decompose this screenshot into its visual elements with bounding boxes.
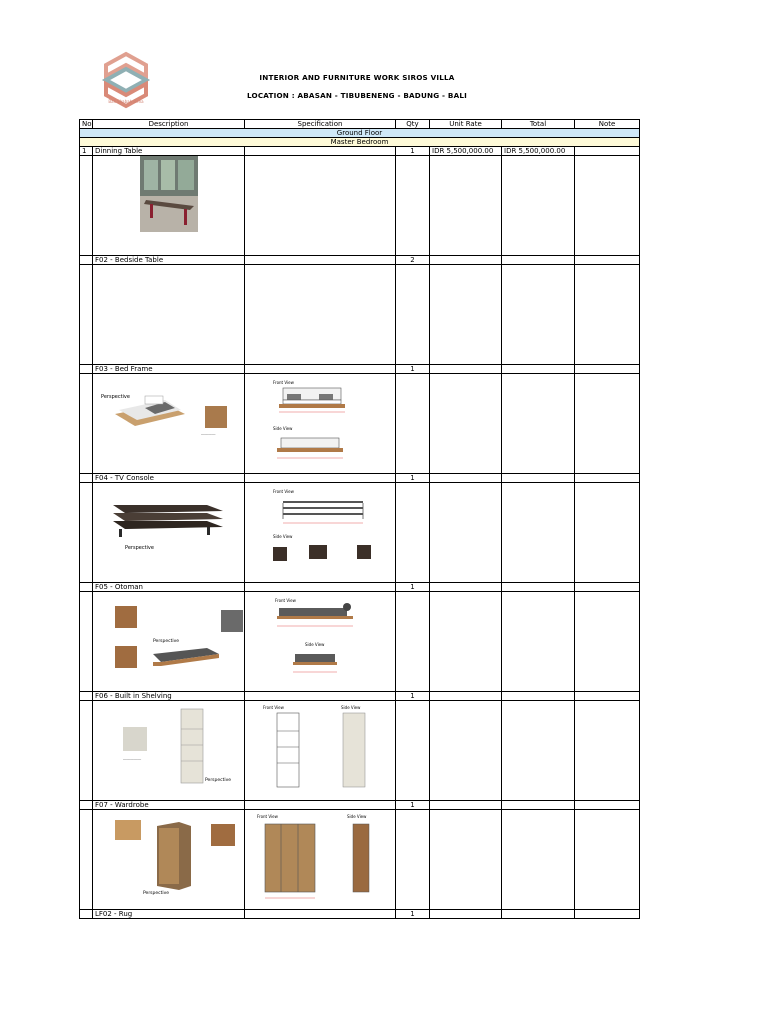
item-note <box>575 147 640 156</box>
item-qty: 2 <box>396 256 430 265</box>
front-view-label: Front View <box>275 598 296 603</box>
side-view-label: Side View <box>305 642 325 647</box>
front-view-label: Front View <box>257 814 278 819</box>
document-location: LOCATION : ABASAN - TIBUBENENG - BADUNG - BALI <box>247 91 467 100</box>
item-no <box>80 910 93 919</box>
side-view-label: Side View <box>273 534 293 539</box>
image-row <box>80 592 640 692</box>
item-qty: 1 <box>396 365 430 374</box>
shelving-elevations <box>247 701 396 796</box>
section-floor-label: Ground Floor <box>80 129 640 138</box>
perspective-label: Perspective <box>143 891 170 896</box>
bed-frame-elevations <box>247 374 396 469</box>
item-qty: 1 <box>396 583 430 592</box>
item-qty: 1 <box>396 910 430 919</box>
item-no <box>80 256 93 265</box>
item-total: IDR 5,500,000.00 <box>502 147 575 156</box>
document-title: INTERIOR AND FURNITURE WORK SIROS VILLA <box>259 73 455 82</box>
item-description: F04 - TV Console <box>93 474 245 483</box>
otoman-elevations <box>247 592 396 687</box>
item-qty: 1 <box>396 147 430 156</box>
furniture-schedule-table <box>79 119 640 919</box>
table-row <box>80 365 640 374</box>
shelving-perspective <box>95 701 245 791</box>
table-row <box>80 583 640 592</box>
bed-frame-perspective <box>95 374 245 444</box>
logo-caption: Bali Shabah Bena <box>108 99 144 104</box>
item-no <box>80 692 93 701</box>
item-qty: 1 <box>396 801 430 810</box>
perspective-label: Perspective <box>205 778 232 783</box>
table-row <box>80 801 640 810</box>
item-description: F05 - Otoman <box>93 583 245 592</box>
side-view-label: Side View <box>347 814 367 819</box>
otoman-perspective <box>95 592 245 682</box>
item-description: F03 - Bed Frame <box>93 365 245 374</box>
wardrobe-elevations <box>247 810 396 905</box>
tv-console-elevations <box>247 483 396 578</box>
dining-table-photo <box>140 156 198 232</box>
image-row <box>80 483 640 583</box>
item-description: LF02 - Rug <box>93 910 245 919</box>
item-no <box>80 365 93 374</box>
wardrobe-perspective <box>95 810 245 900</box>
image-row <box>80 374 640 474</box>
front-view-label: Front View <box>263 705 284 710</box>
section-band-room <box>80 138 640 147</box>
perspective-label: Perspective <box>153 639 180 644</box>
item-qty: 1 <box>396 692 430 701</box>
col-header-note: Note <box>575 120 640 129</box>
col-header-unit-rate: Unit Rate <box>430 120 502 129</box>
perspective-label: Perspective <box>101 394 130 400</box>
front-view-label: Front View <box>273 489 294 494</box>
image-row <box>80 156 640 256</box>
table-row <box>80 147 640 156</box>
item-no <box>80 583 93 592</box>
table-header-row <box>80 120 640 129</box>
item-specification <box>245 147 396 156</box>
image-row <box>80 810 640 910</box>
section-band-floor <box>80 129 640 138</box>
side-view-label: Side View <box>341 705 361 710</box>
item-description: F07 - Wardrobe <box>93 801 245 810</box>
image-row <box>80 701 640 801</box>
col-header-description: Description <box>93 120 245 129</box>
col-header-no: No <box>80 120 93 129</box>
col-header-specification: Specification <box>245 120 396 129</box>
table-row <box>80 692 640 701</box>
item-description: F02 - Bedside Table <box>93 256 245 265</box>
table-row <box>80 474 640 483</box>
item-no <box>80 474 93 483</box>
table-row <box>80 256 640 265</box>
side-view-label: Side View <box>273 426 293 431</box>
item-qty: 1 <box>396 474 430 483</box>
image-row <box>80 265 640 365</box>
front-view-label: Front View <box>273 380 294 385</box>
item-description: Dinning Table <box>93 147 245 156</box>
perspective-label: Perspective <box>125 545 154 551</box>
section-room-label: Master Bedroom <box>80 138 640 147</box>
col-header-qty: Qty <box>396 120 430 129</box>
tv-console-perspective <box>95 483 245 563</box>
col-header-total: Total <box>502 120 575 129</box>
svg-text:────────: ──────── <box>201 433 216 437</box>
item-unit-rate: IDR 5,500,000.00 <box>430 147 502 156</box>
svg-text:──────────: ────────── <box>123 758 142 762</box>
item-description: F06 - Built in Shelving <box>93 692 245 701</box>
item-no <box>80 801 93 810</box>
table-row <box>80 910 640 919</box>
item-no: 1 <box>80 147 93 156</box>
